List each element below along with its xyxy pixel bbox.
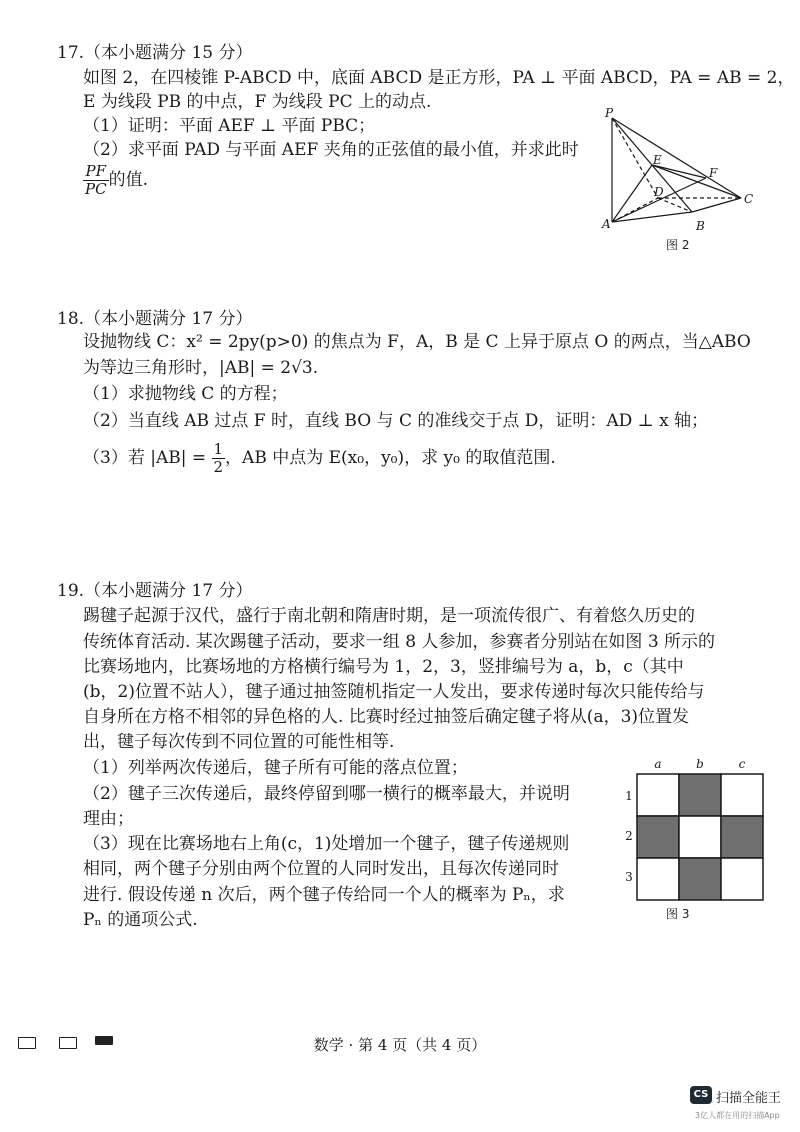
q18-part-2: （2）当直线 AB 过点 F 时，直线 BO 与 C 的准线交于点 D，证明：AD ⊥ x 轴； [83, 411, 709, 431]
edge-ae [612, 165, 652, 222]
q18-frac-num: 1 [213, 440, 224, 458]
page-footer: 数学 · 第 4 页（共 4 页） [313, 1036, 487, 1054]
edge-bc [692, 198, 741, 212]
q17-header: 17.（本小题满分 15 分） [57, 43, 253, 63]
figure-3-grid [620, 752, 770, 902]
q19-para-4: (b，2)位置不站人），毽子通过抽签随机指定一人发出，要求传递时每次只能传给与 [83, 682, 705, 702]
q19-para-6: 出，毽子每次传到不同位置的可能性相等. [83, 732, 395, 752]
grid-cell-c-3 [721, 858, 763, 900]
q19-part-3a: （3）现在比赛场地右上角(c，1)处增加一个毽子，毽子传递规则 [83, 834, 570, 854]
grid-cell-a-2 [637, 816, 679, 858]
watermark-tagline: 3亿人都在用的扫描App [695, 1111, 780, 1120]
q19-header: 19.（本小题满分 17 分） [57, 581, 253, 601]
label-e: E [653, 153, 662, 167]
grid-cell-c-1 [721, 774, 763, 816]
q18-header: 18.（本小题满分 17 分） [57, 309, 253, 329]
q19-para-2: 传统体育活动. 某次踢毽子活动，要求一组 8 人参加，参赛者分别站在如图 3 所示的 [83, 632, 716, 652]
grid-cell-a-1 [637, 774, 679, 816]
q17-line-1: 如图 2，在四棱锥 P-ABCD 中，底面 ABCD 是正方形，PA ⊥ 平面 ABCD，PA = AB = 2， [83, 68, 795, 88]
figure-3-caption: 图 3 [666, 907, 690, 921]
q18-part-3-suffix: ，AB 中点为 E(x₀，y₀)，求 y₀ 的取值范围. [225, 448, 556, 468]
edge-pd [612, 118, 658, 198]
q17-frac-den: PC [85, 180, 107, 198]
q19-part-3d: Pₙ 的通项公式. [83, 910, 198, 930]
q19-part-3c: 进行. 假设传递 n 次后，两个毽子传给同一个人的概率为 Pₙ，求 [83, 885, 565, 905]
grid-cell-c-2 [721, 816, 763, 858]
edge-ad [612, 198, 658, 222]
q17-line-5-suffix: 的值. [108, 170, 148, 190]
q17-fraction [83, 163, 109, 198]
label-p: P [605, 106, 614, 120]
q18-line-1: 设抛物线 C：x² = 2py(p>0) 的焦点为 F，A，B 是 C 上异于原点 O 的两点，当△ABO [83, 332, 751, 352]
q18-line-2: 为等边三角形时，|AB| = 2√3. [83, 358, 319, 378]
q18-part-3 [83, 436, 556, 480]
col-label-c: c [738, 757, 746, 771]
q17-part-1: （1）证明：平面 AEF ⊥ 平面 PBC； [83, 116, 376, 136]
label-d: D [654, 185, 664, 199]
col-label-a: a [654, 757, 662, 771]
q19-para-1: 踢毽子起源于汉代，盛行于南北朝和隋唐时期，是一项流传很广、有着悠久历史的 [83, 606, 695, 626]
q19-para-3: 比赛场地内，比赛场地的方格横行编号为 1，2，3，竖排编号为 a，b，c（其中 [83, 657, 684, 677]
q19-part-2a: （2）毽子三次传递后，最终停留到哪一横行的概率最大，并说明 [83, 784, 570, 804]
q17-frac-num: PF [83, 163, 109, 181]
row-label-3: 3 [625, 870, 633, 884]
camscanner-logo-icon: CS [690, 1086, 712, 1104]
q19-part-2b: 理由； [83, 809, 134, 829]
watermark-name: 扫描全能王 [716, 1091, 782, 1106]
grid-cell-b-2 [679, 816, 721, 858]
q17-line-2: E 为线段 PB 的中点，F 为线段 PC 上的动点. [83, 92, 432, 112]
row-label-2: 2 [625, 829, 633, 843]
grid-cell-a-3 [637, 858, 679, 900]
q19-part-1: （1）列举两次传递后，毽子所有可能的落点位置； [83, 758, 468, 778]
q17-part-2: （2）求平面 PAD 与平面 AEF 夹角的正弦值的最小值，并求此时 [83, 140, 579, 160]
row-label-1: 1 [625, 789, 633, 803]
edge-db [658, 198, 692, 212]
label-f: F [709, 166, 718, 180]
q18-fraction [212, 441, 226, 476]
q18-frac-den: 2 [213, 458, 224, 476]
q18-part-1: （1）求抛物线 C 的方程； [83, 384, 288, 404]
q17-line-5 [83, 160, 148, 200]
q19-para-5: 自身所在方格不相邻的异色格的人. 比赛时经过抽签后确定毽子将从(a，3)位置发 [83, 707, 690, 727]
q19-part-3b: 相同，两个毽子分别由两个位置的人同时发出，且每次传递同时 [83, 859, 559, 879]
label-b: B [696, 219, 705, 233]
grid-cell-b-1 [679, 774, 721, 816]
col-label-b: b [696, 757, 704, 771]
figure-2-pyramid [596, 106, 766, 256]
figure-2-caption: 图 2 [666, 238, 690, 252]
label-c: C [744, 192, 754, 206]
q18-part-3-prefix: （3）若 |AB| = [83, 448, 212, 468]
edge-pc [612, 118, 741, 198]
grid-cell-b-3 [679, 858, 721, 900]
label-a: A [602, 217, 611, 231]
